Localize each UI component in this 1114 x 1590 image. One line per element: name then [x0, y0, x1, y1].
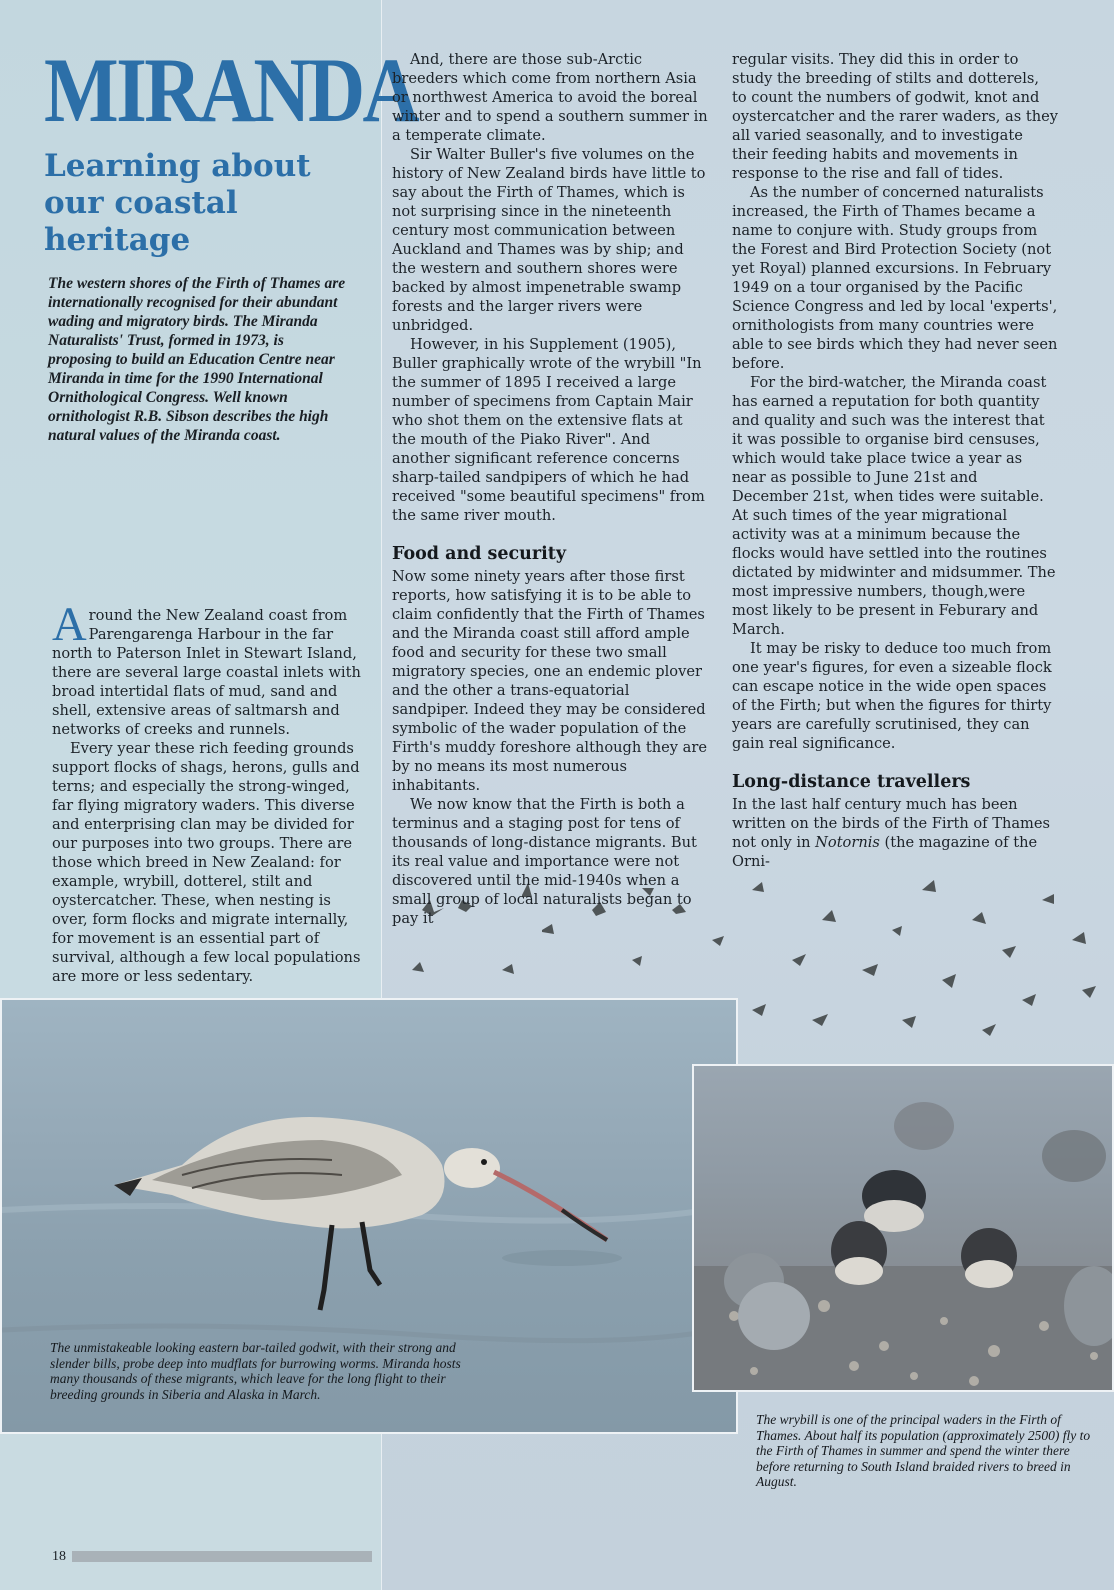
column2-paragraph-1: And, there are those sub-Arctic breeders which come from northern Asia or northwest America to avoid the boreal winter and to spend a southern summer in a temperate climate.: [392, 51, 708, 144]
wrybill-caption: The wrybill is one of the principal waders in the Firth of Thames. About half its population (approximately 2500) fly to the Firth of Thames in summer and spend the winter there before returning to South Island braided rivers to breed in August.: [756, 1412, 1091, 1490]
page-subtitle: Learning about our coastal heritage: [44, 148, 311, 258]
standfirst-intro: The western shores of the Firth of Thames are internationally recognised for their abundant wading and migratory birds. The Miranda Naturalists' Trust, formed in 1973, is proposing to build an Education Centre near Miranda in time for the 1990 International Ornithological Congress. Well known ornithologist R.B. Sibson describes the high natural values of the Miranda coast.: [48, 275, 346, 444]
column3-paragraph-1: regular visits. They did this in order to study the breeding of stilts and dotterels, to count the numbers of godwit, knot and oystercatcher and the rarer waders, as they all varied seasonally, and to investigate their feeding habits and movements in response to the rise and fall of tides.: [732, 51, 1058, 182]
page-title: MIRANDA: [44, 39, 418, 141]
column2-paragraph-5: We now know that the Firth is both a terminus and a staging post for tens of thousands of long-distance migrants. But its real value and importance were not discovered until the mid-1940s when a small group of local naturalists began to pay it: [392, 796, 697, 927]
intro-paragraph-1-text: round the New Zealand coast from Parengarenga Harbour in the far north to Paterson Inlet in Stewart Island, there are several large coastal inlets with broad intertidal flats of mud, sand and shell, extensive areas of saltmarsh and networks of creeks and runnels.: [52, 607, 361, 738]
column3-paragraph-5-start: In the last half century much has been written on the birds of the Firth of Thames not only in: [732, 796, 1051, 851]
page-number: 18: [52, 1549, 66, 1564]
intro-text: [52, 598, 370, 986]
column3-paragraph-4: It may be risky to deduce too much from one year's figures, for even a sizeable flock can escape notice in the wide open spaces of the Firth; but when the figures for thirty years are carefully scrutinised, they can gain real significance.: [732, 640, 1052, 752]
wrybill-illustration: [694, 1066, 1114, 1392]
column3-paragraph-2: As the number of concerned naturalists increased, the Firth of Thames became a name to conjure with. Study groups from the Forest and Bird Protection Society (not yet Royal) planned excursions. In February 1949 on a tour organised by the Pacific Science Congress and led by local 'experts', ornithologists from many countries were able to see birds which they had never seen before.: [732, 184, 1058, 372]
section-heading-food-and-security: Food and security: [392, 544, 567, 564]
section-heading-long-distance-travellers: Long-distance travellers: [732, 772, 971, 792]
column2-paragraph-3: However, in his Supplement (1905), Buller graphically wrote of the wrybill "In the summer of 1895 I received a large number of specimens from Captain Mair who shot them on the extensive flats at the mouth of the Piako River". And another significant reference concerns sharp-tailed sandpipers of which he had received "some beautiful specimens" from the same river mouth.: [392, 336, 705, 524]
article-column-3: [732, 50, 1058, 871]
column2-paragraph-2: Sir Walter Buller's five volumes on the history of New Zealand birds have little to say about the Firth of Thames, which is not surprising since in the nineteenth century most communication between Auckland and Thames was by ship; and the western and southern shores were backed by almost impenetrable swamp forests and the larger rivers were unbridged.: [392, 146, 706, 334]
drop-cap: A: [52, 598, 87, 651]
footer-rule: [72, 1551, 372, 1562]
notornis-title: Notornis: [815, 834, 880, 851]
column3-paragraph-5-end: (the magazine of the Orni-: [732, 834, 1038, 870]
column2-paragraph-4: Now some ninety years after those first reports, how satisfying it is to be able to claim confidently that the Firth of Thames and the Miranda coast still afford ample food and security for these two small migratory species, one an endemic plover and the other a trans-equatorial sandpiper. Indeed they may be considered symbolic of the wader population of the Firth's muddy foreshore although they are by no means its most numerous inhabitants.: [392, 568, 707, 794]
column3-paragraph-5: [732, 795, 1058, 871]
intro-paragraph-2: Every year these rich feeding grounds support flocks of shags, herons, gulls and terns; and especially the strong-winged, far flying migratory waders. This diverse and enterprising clan may be divided for our purposes into two groups. There are those which breed in New Zealand: for example, wrybill, dotterel, stilt and oystercatcher. These, when nesting is over, form flocks and migrate internally, for movement is an essential part of survival, although a few local populations are more or less sedentary.: [52, 740, 361, 985]
article-column-2: [392, 50, 710, 928]
intro-paragraph-1: [52, 598, 370, 739]
godwit-caption: The unmistakeable looking eastern bar-tailed godwit, with their strong and slender bills, probe deep into mudflats for burrowing worms. Miranda hosts many thousands of these migrants, which leave for the long flight to their breeding grounds in Siberia and Alaska in March.: [50, 1340, 461, 1402]
column3-paragraph-3: For the bird-watcher, the Miranda coast has earned a reputation for both quantity and quality and such was the interest that it was possible to organise bird censuses, which would take place twice a year as near as possible to June 21st and December 21st, when tides were suitable. At such times of the year migrational activity was at a minimum because the flocks would have settled into the routines dictated by midwinter and midsummer. The most impressive numbers, though,were most likely to be present in Feburary and March.: [732, 374, 1056, 638]
wrybill-photo: [692, 1064, 1114, 1392]
